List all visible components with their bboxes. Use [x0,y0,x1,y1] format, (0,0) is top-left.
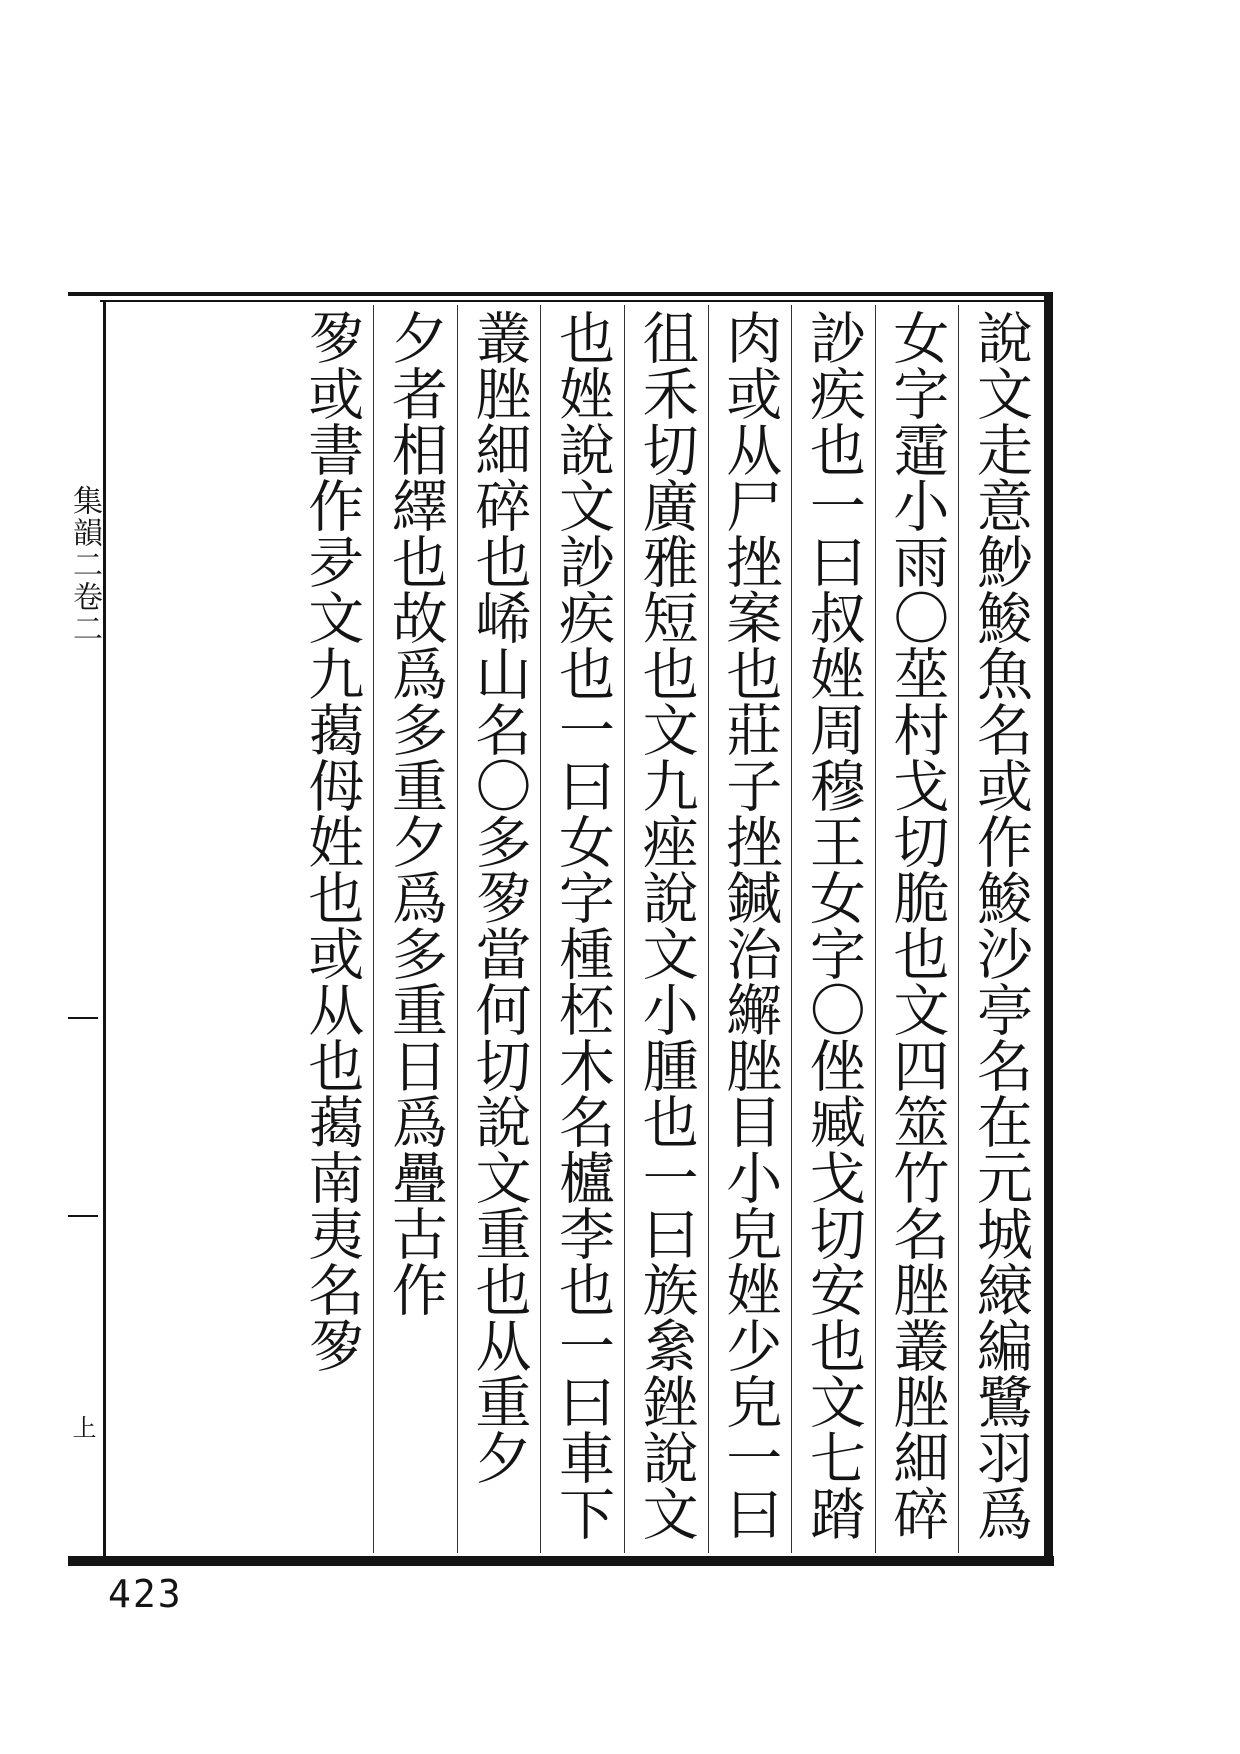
text-column-3: 訬疾也一曰叔㛗周穆王女字〇侳臧戈切安也文七䠌 [791,305,875,1553]
frame-top-rule [68,292,1048,296]
text-column-7: 叢脞細碎也㟓山名〇多㚉當何切說文重也从重夕 [457,305,541,1553]
margin-tick [68,1017,98,1019]
frame-right-rule [1044,292,1053,1566]
text-column-6: 也㛗說文訬疾也一曰女字㮔柸木名櫨李也一曰車下 [540,305,624,1553]
text-column-4: 肉或从尸挫案也莊子挫鍼治繲脞目小皃㛗少皃一曰 [708,305,792,1553]
margin-strip [68,305,100,1550]
text-column-8: 夕者相繹也故爲多重夕爲多重日爲疊古作 [373,305,457,1553]
frame-top-inner-rule [100,300,1048,302]
text-column-9: 㚉或書作夛文九䔾㑄姓也或从也䔾南夷名㚉 [299,309,365,1373]
frame-bottom-rule [68,1556,1054,1566]
text-column-1: 說文走意魦鮻魚名或作鮻沙亭名在元城縗編鷺羽爲 [958,305,1042,1553]
frame-left-rule [103,300,106,1556]
page-number: 423 [108,1572,183,1616]
text-column-5: 徂禾切廣雅短也文九痤說文小腫也一曰族絫銼說文 [624,305,708,1553]
margin-tick [68,1215,98,1217]
text-column-2: 女字䨤小雨〇莝村戈切脆也文四筮竹名脞叢脞細碎 [875,305,959,1553]
text-columns [108,305,1042,1553]
book-title: 集韻二卷二 [67,485,102,645]
leaf-mark: 上 [68,1415,96,1439]
